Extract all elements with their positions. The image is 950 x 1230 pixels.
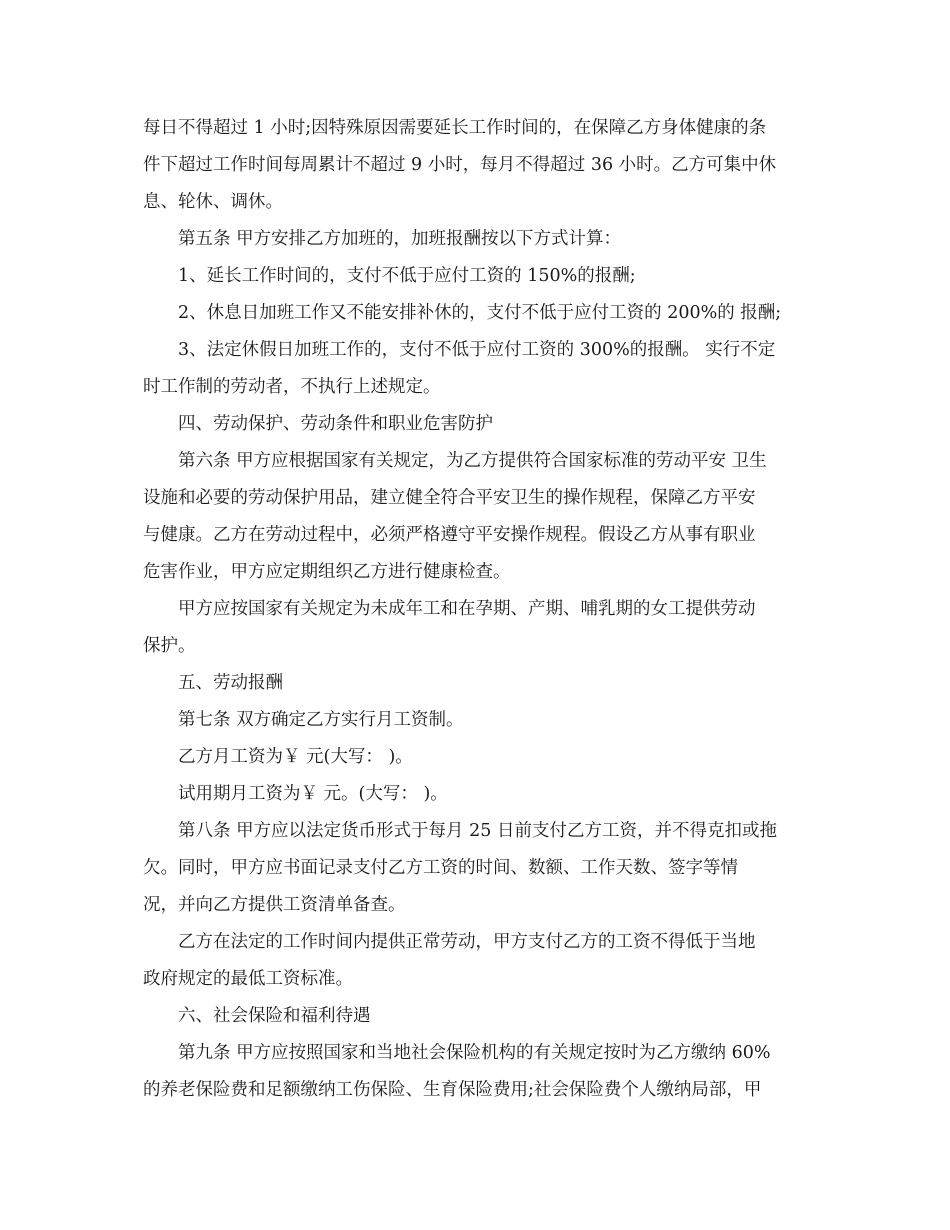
text-line: 每日不得超过 1 小时;因特殊原因需要延长工作时间的，在保障乙方身体健康的条	[143, 118, 767, 138]
text-line: 保护。	[143, 636, 196, 656]
text-line: 第五条 甲方安排乙方加班的，加班报酬按以下方式计算：	[178, 229, 622, 249]
text-line: 件下超过工作时间每周累计不超过 9 小时，每月不得超过 36 小时。乙方可集中休	[143, 155, 777, 175]
text-line: 2、休息日加班工作又不能安排补休的，支付不低于应付工资的 200%的 报酬;	[178, 303, 782, 323]
text-line: 第七条 双方确定乙方实行月工资制。	[178, 710, 464, 730]
text-line: 时工作制的劳动者，不执行上述规定。	[143, 377, 441, 397]
text-line: 乙方月工资为￥ 元(大写： )。	[178, 747, 413, 767]
section-heading: 六、社会保险和福利待遇	[178, 1006, 371, 1026]
text-line: 的养老保险费和足额缴纳工伤保险、生育保险费用;社会保险费个人缴纳局部，甲	[143, 1080, 762, 1100]
text-line: 甲方应按国家有关规定为未成年工和在孕期、产期、哺乳期的女工提供劳动	[178, 599, 756, 619]
section-heading: 四、劳动保护、劳动条件和职业危害防护	[178, 414, 493, 434]
text-line: 与健康。乙方在劳动过程中，必须严格遵守平安操作规程。假设乙方从事有职业	[143, 525, 756, 545]
text-line: 1、延长工作时间的，支付不低于应付工资的 150%的报酬;	[178, 266, 636, 286]
text-line: 况，并向乙方提供工资清单备查。	[143, 895, 406, 915]
text-line: 欠。同时，甲方应书面记录支付乙方工资的时间、数额、工作天数、签字等情	[143, 858, 738, 878]
text-line: 第九条 甲方应按照国家和当地社会保险机构的有关规定按时为乙方缴纳 60%	[178, 1043, 771, 1063]
text-line: 政府规定的最低工资标准。	[143, 969, 353, 989]
text-line: 危害作业，甲方应定期组织乙方进行健康检查。	[143, 562, 511, 582]
text-line: 3、法定休假日加班工作的，支付不低于应付工资的 300%的报酬。 实行不定	[178, 340, 776, 360]
text-line: 第六条 甲方应根据国家有关规定，为乙方提供符合国家标准的劳动平安 卫生	[178, 451, 767, 471]
text-line: 设施和必要的劳动保护用品，建立健全符合平安卫生的操作规程，保障乙方平安	[143, 488, 756, 508]
text-line: 第八条 甲方应以法定货币形式于每月 25 日前支付乙方工资，并不得克扣或拖	[178, 821, 777, 841]
section-heading: 五、劳动报酬	[178, 673, 283, 693]
text-line: 息、轮休、调休。	[143, 192, 283, 212]
text-line: 试用期月工资为￥ 元。(大写： )。	[178, 784, 448, 804]
text-line: 乙方在法定的工作时间内提供正常劳动，甲方支付乙方的工资不得低于当地	[178, 932, 756, 952]
